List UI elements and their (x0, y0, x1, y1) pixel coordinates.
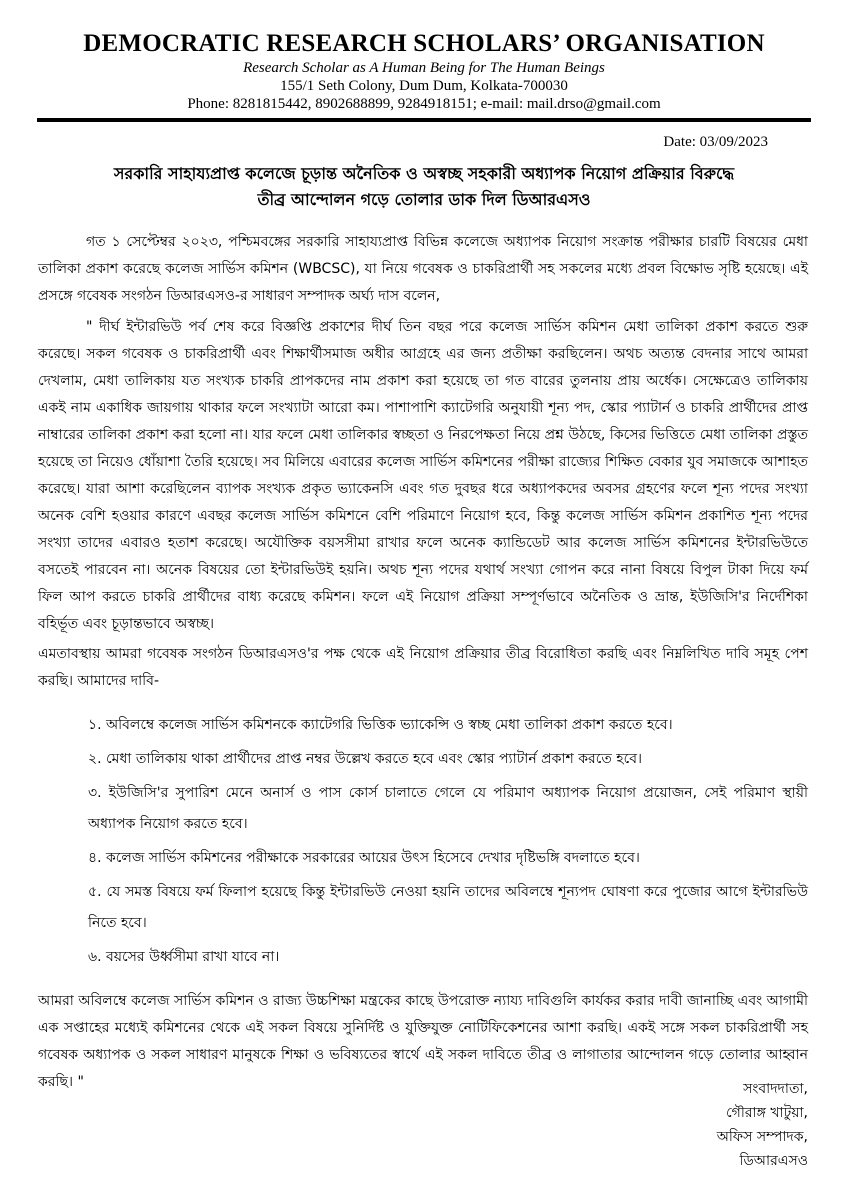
release-date: Date: 03/09/2023 (663, 134, 768, 150)
headline-line-2: তীব্র আন্দোলন গড়ে তোলার ডাক দিল ডিআরএসও (257, 190, 591, 209)
headline (60, 161, 788, 213)
headline-line-1: সরকারি সাহায্যপ্রাপ্ত কলেজে চূড়ান্ত অনৈতিক ও অস্বচ্ছ সহকারী অধ্যাপক নিয়োগ প্রক্রিয়ার বিরুদ্ধে (113, 164, 735, 183)
demand-item: ৫. যে সমস্ত বিষয়ে ফর্ম ফিলাপ হয়েছে কিন্তু ইন্টারভিউ নেওয়া হয়নি তাদের অবিলম্বে শূন্যপদ ঘোষণা করে পুজোর আগে ইন্টারভিউ নিতে হবে। (88, 884, 808, 931)
signature-role: সংবাদদাতা, (743, 1081, 808, 1097)
letterhead-divider (37, 118, 811, 122)
signature-block (717, 1077, 808, 1173)
organisation-name: DEMOCRATIC RESEARCH SCHOLARS’ ORGANISATION (83, 30, 765, 57)
signatory-organisation: ডিআরএসও (739, 1153, 808, 1169)
signatory-designation: অফিস সম্পাদক, (716, 1129, 808, 1145)
demand-item: ৬. বয়সের উর্ধ্বসীমা রাখা যাবে না। (88, 949, 280, 965)
demands-list (88, 710, 808, 976)
quote-paragraph: " দীর্ঘ ইন্টারভিউ পর্ব শেষ করে বিজ্ঞপ্তি প্রকাশের দীর্ঘ তিন বছর পরে কলেজ সার্ভিস কমিশন মেধা তালিকা প্রকাশ করতে শুরু করেছে। সকল গবেষক ও চাকরিপ্রার্থী এবং শিক্ষার্থীসমাজ অধীর আগ্রহে এর জন্য প্রতীক্ষা করছিলেন। অথচ অত্যন্ত বেদনার সাথে আমরা দেখলাম, মেধা তালিকায় যত সংখ্যক চাকরি প্রাপকদের নাম প্রকাশ করা হয়েছে তা গত বারের তুলনায় প্রায় অর্ধেক। সেক্ষেত্রেও তালিকায় একই নাম একাধিক জায়গায় থাকার ফলে সংখ্যাটা আরো কম। পাশাপাশি ক্যাটেগরি অনুযায়ী শূন্য পদ, স্কোর প্যাটার্ন ও চাকরি প্রার্থীদের প্রাপ্ত নাম্বারের তালিকা প্রকাশ করা হলো না। যার ফলে মেধা তালিকার স্বচ্ছতা ও নিরপেক্ষতা নিয়ে প্রশ্ন উঠছে, কিসের ভিত্তিতে মেধা তালিকা প্রস্তুত হয়েছে তা নিয়েও ধোঁয়াশা তৈরি হয়েছে। সব মিলিয়ে এবারের কলেজ সার্ভিস কমিশনের পরীক্ষা রাজ্যের শিক্ষিত বেকার যুব সমাজকে আশাহত করেছে। যারা আশা করেছিলেন ব্যাপক সংখ্যক প্রকৃত ভ্যাকেনসি এবং গত দুবছর ধরে অধ্যাপকদের অবসর গ্রহণের ফলে শূন্য পদের সংখ্যা অনেক বেশি হওয়ার কারণে এবছর কলেজ সার্ভিস কমিশনে বেশি পরিমাণে নিয়োগ হবে, কিন্তু কলেজ সার্ভিস কমিশন প্রকাশিত শূন্য পদের সংখ্যা তাদের এবারও হতাশ করেছে। অযৌক্তিক বয়সসীমা রাখার ফলে অনেক ক্যান্ডিডেট আর কলেজ সার্ভিস কমিশনের ইন্টারভিউতে বসতেই পারবেন না। অনেক বিষয়ের তো ইন্টারভিউই হয়নি। অথচ শূন্য পদের যথার্থ সংখ্যা গোপন করে নানা বিষয়ে বিপুল টাকা দিয়ে ফর্ম ফিল আপ করতে চাকরি প্রার্থীদের বাধ্য করেছে কমিশন। ফলে এই নিয়োগ প্রক্রিয়া সম্পূর্ণভাবে অনৈতিক ও ভ্রান্ত, ইউজিসি'র নির্দেশিকা বহির্ভূত এবং চূড়ান্তভাবে অস্বচ্ছ। (38, 319, 808, 632)
demand-item: ২. মেধা তালিকায় থাকা প্রার্থীদের প্রাপ্ত নম্বর উল্লেখ করতে হবে এবং স্কোর প্যাটার্ন প্রকাশ করতে হবে। (88, 751, 643, 767)
closing-paragraph: আমরা অবিলম্বে কলেজ সার্ভিস কমিশন ও রাজ্য উচ্চশিক্ষা মন্ত্রকের কাছে উপরোক্ত ন্যায্য দাবিগুলি কার্যকর করার দাবী জানাচ্ছি এবং আগামী এক সপ্তাহের মধ্যেই কমিশনের থেকে এই সকল বিষয়ে সুনির্দিষ্ট ও যুক্তিযুক্ত নোটিফিকেশনের আশা করছি। একই সঙ্গে সকল চাকরিপ্রার্থী সহ গবেষক অধ্যাপক ও সকল সাধারণ মানুষকে শিক্ষা ও ভবিষ্যতের স্বার্থে এই সকল দাবিতে তীব্র ও লাগাতার আন্দোলন গড়ে তোলার আহ্বান করছি। " (38, 993, 808, 1090)
demand-item: ১. অবিলম্বে কলেজ সার্ভিস কমিশনকে ক্যাটেগরি ভিত্তিক ভ্যাকেন্সি ও স্বচ্ছ মেধা তালিকা প্রকাশ করতে হবে। (88, 717, 673, 733)
demands-intro-paragraph: এমতাবস্থায় আমরা গবেষক সংগঠন ডিআরএসও'র পক্ষ থেকে এই নিয়োগ প্রক্রিয়ার তীব্র বিরোধিতা করছি এবং নিম্নলিখিত দাবি সমূহ পেশ করছি। আমাদের দাবি- (38, 646, 808, 689)
signatory-name: গৌরাঙ্গ খাটুয়া, (726, 1105, 808, 1121)
demand-item: ৪. কলেজ সার্ভিস কমিশনের পরীক্ষাকে সরকারের আয়ের উৎস হিসেবে দেখার দৃষ্টিভঙ্গি বদলাতে হবে। (88, 850, 640, 866)
organisation-contact: Phone: 8281815442, 8902688899, 9284918151; e-mail: mail.drso@gmail.com (187, 96, 661, 112)
organisation-address: 155/1 Seth Colony, Dum Dum, Kolkata-700030 (280, 78, 568, 94)
intro-paragraph: গত ১ সেপ্টেম্বর ২০২৩, পশ্চিমবঙ্গের সরকারি সাহায্যপ্রাপ্ত বিভিন্ন কলেজে অধ্যাপক নিয়োগ সংক্রান্ত পরীক্ষার চারটি বিষয়ের মেধা তালিকা প্রকাশ করেছে কলেজ সার্ভিস কমিশন (WBCSC), যা নিয়ে গবেষক ও চাকরিপ্রার্থী সহ সকলের মধ্যে প্রবল বিক্ষোভ সৃষ্টি হয়েছে। এই প্রসঙ্গে গবেষক সংগঠন ডিআরএসও-র সাধারণ সম্পাদক অর্ঘ্য দাস বলেন, (38, 234, 808, 304)
organisation-tagline: Research Scholar as A Human Being for The Human Beings (243, 60, 605, 76)
demand-item: ৩. ইউজিসি'র সুপারিশ মেনে অনার্স ও পাস কোর্স চালাতে গেলে যে পরিমাণ অধ্যাপক নিয়োগ প্রয়োজন, সেই পরিমাণ স্থায়ী অধ্যাপক নিয়োগ করতে হবে। (88, 785, 808, 832)
